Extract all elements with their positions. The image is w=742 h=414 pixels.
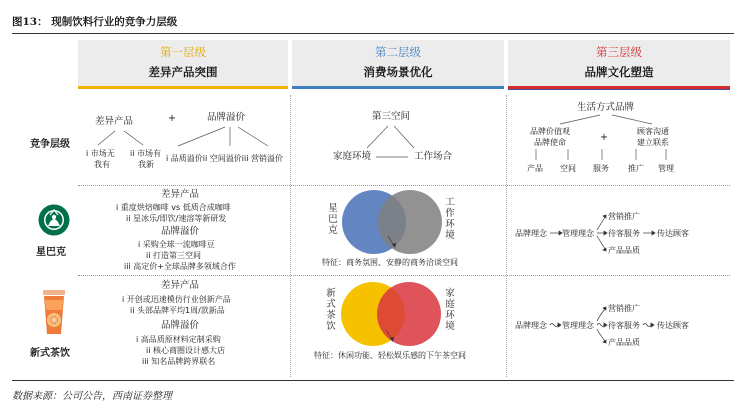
tea-dp-item-2: ii 头部品牌平均1周/款新品 xyxy=(130,306,225,315)
figure-source: 数据来源：公司公告，西南证券整理 xyxy=(12,391,172,402)
tier-1-subtitle: 差异产品突围 xyxy=(148,65,218,79)
comp-plus-2: + xyxy=(600,132,608,143)
tea-flow-start: 品牌理念 xyxy=(515,321,547,330)
sbux-flow-out-1: 营销推广 xyxy=(608,212,640,221)
tea-diff-product: 差异产品 xyxy=(161,280,200,291)
tier-3-title: 第三层级 xyxy=(596,45,642,59)
sbux-bp-item-2: ii 打造第三空间 xyxy=(146,251,201,260)
comp-brand-premium: 品牌溢价 xyxy=(207,112,246,123)
tier-1-title: 第一层级 xyxy=(160,45,206,59)
comp-market-gap-line2: 我有 xyxy=(94,160,110,169)
tea-flow-out-3: 产品品质 xyxy=(608,338,640,347)
comp-lifestyle-brand: 生活方式品牌 xyxy=(577,102,635,113)
comp-customer-comm-line1: 顾客沟通 xyxy=(637,127,669,136)
comp-market-have-line1: ii 市场有 xyxy=(130,149,161,158)
comp-plus: + xyxy=(168,113,176,124)
comp-premium-items: i 品质溢价ii 空间溢价iii 营销溢价 xyxy=(166,154,283,163)
bottom-rule xyxy=(12,380,734,381)
comp-third-space: 第三空间 xyxy=(372,111,411,122)
sbux-flow-out-3: 产品品质 xyxy=(608,246,640,255)
sbux-feature: 特征：商务氛围、安静的商务洽谈空间 xyxy=(322,258,458,267)
comp-chain-management: 管理 xyxy=(658,164,674,173)
row-label-competition: 竞争层级 xyxy=(30,139,70,150)
sbux-brand-premium: 品牌溢价 xyxy=(161,226,200,237)
comp-chain-service: 服务 xyxy=(593,164,609,173)
comp-brand-value-line1: 品牌价值观 xyxy=(530,127,570,136)
sbux-flow-out-2: 待客服务 xyxy=(608,229,640,238)
row-label-tea: 新式茶饮 xyxy=(30,348,70,359)
tea-bp-item-1: i 高品质原材料定制采购 xyxy=(136,335,221,344)
sbux-dp-item-1: i 重度烘焙咖啡 vs 低质合成咖啡 xyxy=(116,203,231,212)
sbux-flow-end: 传达顾客 xyxy=(657,229,689,238)
tier-2-title: 第二层级 xyxy=(375,45,421,59)
tea-flow-out-1: 营销推广 xyxy=(608,304,640,313)
tea-venn-right-label: 家庭环境 xyxy=(445,288,455,332)
tea-flow-out-2: 待客服务 xyxy=(608,321,640,330)
comp-chain-promotion: 推广 xyxy=(628,164,644,173)
comp-market-have-line2: 我新 xyxy=(138,160,154,169)
tea-flow-mid: 管理理念 xyxy=(562,321,594,330)
tier-2-subtitle: 消费场景优化 xyxy=(363,65,433,79)
tea-flow-end: 传达顾客 xyxy=(657,321,689,330)
comp-work: 工作场合 xyxy=(414,151,453,162)
tea-bp-item-2: ii 核心商圈设计感大店 xyxy=(146,346,225,355)
comp-home: 家庭环境 xyxy=(333,151,372,162)
comp-market-gap-line1: i 市场无 xyxy=(86,149,115,158)
tea-bp-item-3: iii 知名品牌跨界联名 xyxy=(142,357,216,366)
sbux-venn-right-label: 工作环境 xyxy=(445,197,455,241)
comp-diff-product: 差异产品 xyxy=(95,116,134,127)
comp-chain-product: 产品 xyxy=(527,164,543,173)
sbux-dp-item-2: ii 星冰乐/即饮/速溶等新研发 xyxy=(126,214,227,223)
figure-title: 图13： 现制饮料行业的竞争力层级 xyxy=(12,16,178,28)
sbux-bp-item-1: i 采购全球一流咖啡豆 xyxy=(138,240,215,249)
comp-brand-value-line2: 品牌使命 xyxy=(534,138,566,147)
tea-brand-premium: 品牌溢价 xyxy=(161,320,200,331)
tea-venn-left-label: 新式茶饮 xyxy=(326,288,336,332)
sbux-diff-product: 差异产品 xyxy=(161,189,200,200)
comp-customer-comm-line2: 建立联系 xyxy=(637,138,669,147)
comp-chain-space: 空间 xyxy=(560,164,576,173)
row-label-starbucks: 星巴克 xyxy=(36,247,66,258)
sbux-bp-item-3: iii 高定价+全球品牌多领域合作 xyxy=(124,262,236,271)
sbux-venn-left-label: 星巴克 xyxy=(328,203,338,236)
tea-feature: 特征：休闲功能、轻松娱乐感的下午茶空间 xyxy=(314,351,466,360)
sbux-flow-start: 品牌理念 xyxy=(515,229,547,238)
sbux-flow-mid: 管理理念 xyxy=(562,229,594,238)
tier-3-subtitle: 品牌文化塑造 xyxy=(584,65,654,79)
tea-dp-item-1: i 开创或迅速模仿行业创新产品 xyxy=(122,295,231,304)
